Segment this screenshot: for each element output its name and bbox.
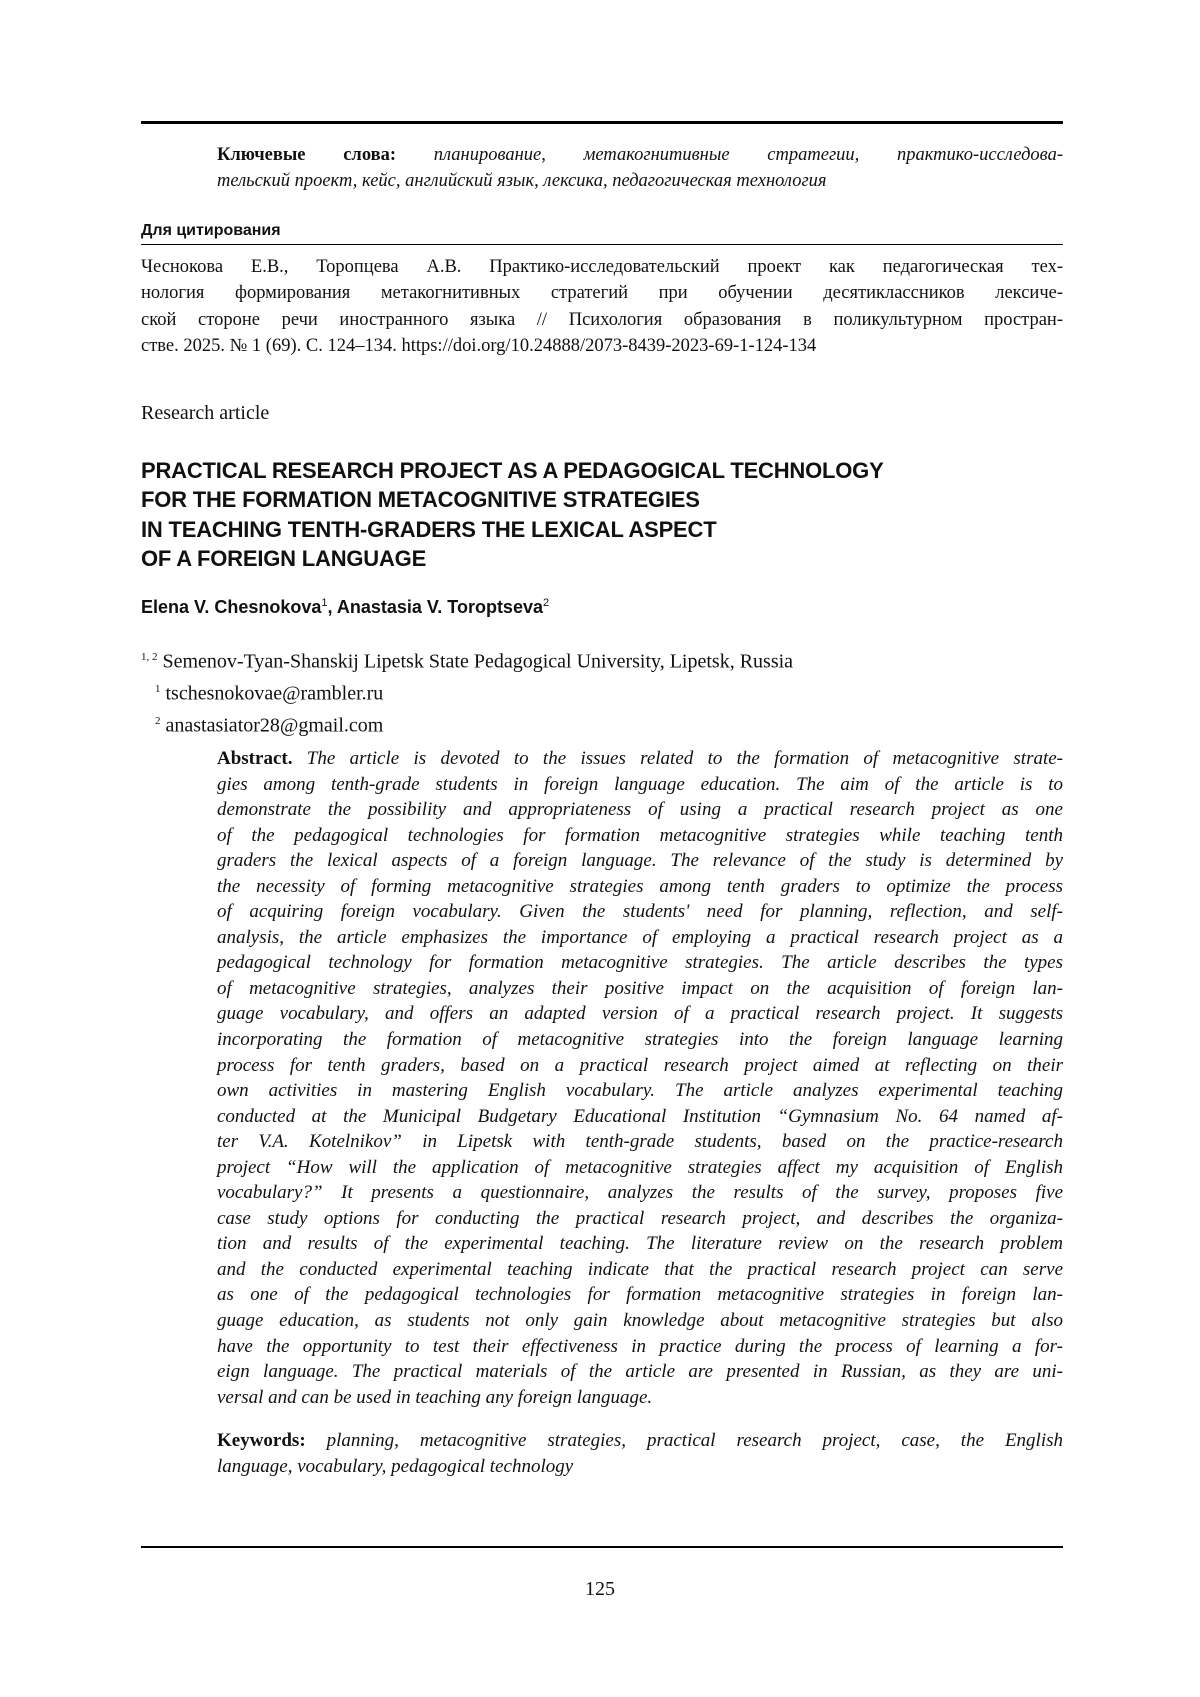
- text-line: [217, 950, 1063, 976]
- line-text: of acquiring foreign vocabulary. Given the students' need for planning, reflection, and self-: [217, 901, 1063, 922]
- text-line: [217, 1001, 1063, 1027]
- author-sup: 1: [321, 597, 327, 609]
- line-text: pedagogical technology for formation metacognitive strategies. The article describes the types: [217, 952, 1063, 973]
- email: [141, 708, 793, 740]
- citation-block: [141, 254, 1063, 359]
- line-text: ter V.A. Kotelnikov” in Lipetsk with tenth-grade students, based on the practice-research: [217, 1131, 1063, 1152]
- text-line: [217, 899, 1063, 925]
- affiliations: [141, 644, 793, 740]
- text-line: [141, 280, 1063, 306]
- line-text: graders the lexical aspects of a foreign language. The relevance of the study is determined by: [217, 850, 1063, 871]
- email-sup: 2: [155, 715, 161, 727]
- line-text: стве. 2025. № 1 (69). С. 124–134. https://doi.org/10.24888/2073-8439-2023-69-1-124-134: [141, 336, 816, 356]
- email-link[interactable]: tschesnokovae@rambler.ru: [166, 683, 384, 705]
- text-line: [141, 307, 1063, 333]
- text-line: [217, 1078, 1063, 1104]
- line-text: own activities in mastering English vocabulary. The article analyzes experimental teaching: [217, 1080, 1063, 1101]
- line-text: project “How will the application of metacognitive strategies affect my acquisition of English: [217, 1157, 1063, 1178]
- line-text: тельский проект, кейс, английский язык, лексика, педагогическая технология: [217, 171, 827, 191]
- text-line: [217, 1027, 1063, 1053]
- text-line: [217, 1206, 1063, 1232]
- footer-rule: [141, 1546, 1063, 1548]
- article-title: [141, 456, 884, 573]
- line-text: планирование, метакогнитивные стратегии, практико-исследова-: [434, 145, 1063, 165]
- line-text: Чеснокова Е.В., Торопцева А.В. Практико-исследовательский проект как педагогическая тех-: [141, 257, 1063, 277]
- author-name: Anastasia V. Toroptseva: [337, 597, 543, 617]
- page-number: 125: [0, 1578, 1200, 1601]
- line-text: The article is devoted to the issues related to the formation of metacognitive strate-: [307, 748, 1063, 769]
- text-line: [217, 746, 1063, 772]
- author-sup: 2: [543, 597, 549, 609]
- section-label: Ключевые слова:: [217, 145, 396, 165]
- line-text: conducted at the Municipal Budgetary Educational Institution “Gymnasium No. 64 named af-: [217, 1106, 1063, 1127]
- text-line: [217, 797, 1063, 823]
- authors: [141, 597, 549, 618]
- title-line: PRACTICAL RESEARCH PROJECT AS A PEDAGOGICAL TECHNOLOGY: [141, 456, 884, 485]
- line-text: of the pedagogical technologies for formation metacognitive strategies while teaching tenth: [217, 825, 1063, 846]
- line-text: planning, metacognitive strategies, practical research project, case, the English: [327, 1430, 1063, 1451]
- text-line: [217, 925, 1063, 951]
- author-name: Elena V. Chesnokova: [141, 597, 321, 617]
- line-text: guage vocabulary, and offers an adapted version of a practical research project. It suggests: [217, 1003, 1063, 1024]
- text-line: [217, 1231, 1063, 1257]
- email: [141, 676, 793, 708]
- author-separator: ,: [328, 597, 337, 617]
- email-link[interactable]: anastasiator28@gmail.com: [166, 715, 384, 737]
- affiliation: [141, 644, 793, 676]
- line-text: gies among tenth-grade students in foreign language education. The aim of the article is to: [217, 774, 1063, 795]
- text-line: [217, 1155, 1063, 1181]
- text-line: [217, 1308, 1063, 1334]
- title-line: OF A FOREIGN LANGUAGE: [141, 544, 884, 573]
- line-text: process for tenth graders, based on a practical research project aimed at reflecting on their: [217, 1055, 1063, 1076]
- section-label: Keywords:: [217, 1430, 306, 1451]
- title-line: IN TEACHING TENTH-GRADERS THE LEXICAL ASPECT: [141, 515, 884, 544]
- section-label: Abstract.: [217, 748, 292, 769]
- line-text: tion and results of the experimental teaching. The literature review on the research problem: [217, 1233, 1063, 1254]
- text-line: [217, 1282, 1063, 1308]
- text-line: [217, 1385, 1063, 1411]
- line-text: case study options for conducting the practical research project, and describes the organiza-: [217, 1208, 1063, 1229]
- article-type: Research article: [141, 402, 269, 425]
- text-line: [217, 1359, 1063, 1385]
- text-line: [217, 1334, 1063, 1360]
- text-line: [217, 1257, 1063, 1283]
- text-line: [217, 976, 1063, 1002]
- line-text: vocabulary?” It presents a questionnaire, analyzes the results of the survey, proposes five: [217, 1182, 1063, 1203]
- text-line: [217, 168, 1063, 194]
- text-line: [141, 254, 1063, 280]
- line-text: guage education, as students not only gain knowledge about metacognitive strategies but also: [217, 1310, 1063, 1331]
- line-text: demonstrate the possibility and appropriateness of using a practical research project as one: [217, 799, 1063, 820]
- line-text: of metacognitive strategies, analyzes their positive impact on the acquisition of foreign lan-: [217, 978, 1063, 999]
- line-text: have the opportunity to test their effectiveness in practice during the process of learning a for-: [217, 1336, 1063, 1357]
- text-line: [217, 1180, 1063, 1206]
- citation-heading: Для цитирования: [141, 220, 1063, 245]
- text-line: [217, 1129, 1063, 1155]
- text-line: [217, 823, 1063, 849]
- header-rule: [141, 121, 1063, 124]
- keywords-en: [217, 1428, 1063, 1480]
- keywords-ru: [217, 142, 1063, 194]
- affiliation-text: Semenov-Tyan-Shanskij Lipetsk State Pedagogical University, Lipetsk, Russia: [163, 651, 794, 673]
- text-line: [217, 848, 1063, 874]
- text-line: [217, 1428, 1063, 1454]
- abstract: [217, 746, 1063, 1410]
- text-line: [141, 333, 1063, 359]
- email-sup: 1: [155, 683, 161, 695]
- line-text: and the conducted experimental teaching indicate that the practical research project can serve: [217, 1259, 1063, 1280]
- line-text: versal and can be used in teaching any foreign language.: [217, 1387, 652, 1408]
- line-text: analysis, the article emphasizes the importance of employing a practical research project as a: [217, 927, 1063, 948]
- affiliation-sup: 1, 2: [141, 651, 158, 663]
- line-text: as one of the pedagogical technologies for formation metacognitive strategies in foreign lan-: [217, 1284, 1063, 1305]
- line-text: eign language. The practical materials of the article are presented in Russian, as they are uni-: [217, 1361, 1063, 1382]
- line-text: incorporating the formation of metacognitive strategies into the foreign language learning: [217, 1029, 1063, 1050]
- line-text: ской стороне речи иностранного языка // Психология образования в поликультурном простран-: [141, 310, 1063, 330]
- text-line: [217, 772, 1063, 798]
- line-text: нология формирования метакогнитивных стратегий при обучении десятиклассников лексиче-: [141, 283, 1063, 303]
- line-text: language, vocabulary, pedagogical technology: [217, 1456, 573, 1477]
- text-line: [217, 1454, 1063, 1480]
- text-line: [217, 1104, 1063, 1130]
- text-line: [217, 1053, 1063, 1079]
- title-line: FOR THE FORMATION METACOGNITIVE STRATEGIES: [141, 485, 884, 514]
- text-line: [217, 874, 1063, 900]
- line-text: the necessity of forming metacognitive strategies among tenth graders to optimize the process: [217, 876, 1063, 897]
- text-line: [217, 142, 1063, 168]
